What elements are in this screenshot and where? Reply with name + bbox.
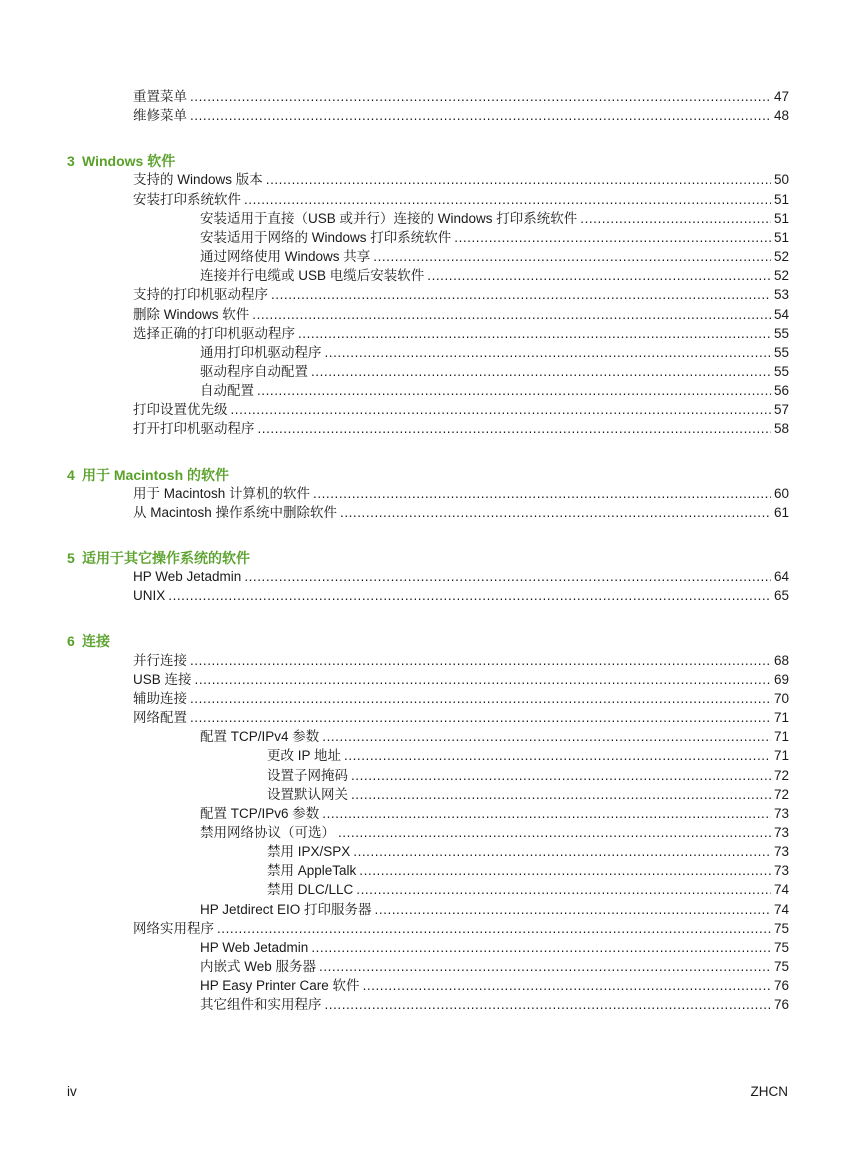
toc-entry-title: 支持的打印机驱动程序 (133, 287, 268, 303)
toc-entry[interactable] (200, 805, 789, 823)
chapter-heading[interactable] (67, 151, 175, 171)
dot-leader (322, 728, 771, 746)
toc-entry-title: 打印设置优先级 (133, 402, 228, 418)
toc-page-number: 71 (773, 710, 789, 726)
toc-page-number: 73 (773, 844, 789, 860)
toc-page-number: 48 (773, 108, 789, 124)
toc-page-number: 71 (773, 748, 789, 764)
dot-leader (353, 843, 771, 861)
toc-page-number: 56 (773, 383, 789, 399)
dot-leader (168, 587, 771, 605)
dot-leader (266, 171, 771, 189)
dot-leader (311, 363, 771, 381)
dot-leader (580, 210, 771, 228)
toc-page-number: 53 (773, 287, 789, 303)
dot-leader (271, 286, 771, 304)
dot-leader (217, 920, 771, 938)
toc-page-number: 55 (773, 363, 789, 379)
toc-entry[interactable] (133, 107, 789, 125)
toc-page-number: 73 (773, 824, 789, 840)
toc-entry[interactable] (133, 88, 789, 106)
toc-entry[interactable] (133, 171, 789, 189)
toc-entry[interactable] (200, 996, 789, 1014)
toc-entry-title: 网络实用程序 (133, 920, 214, 936)
toc-page-number: 52 (773, 268, 789, 284)
dot-leader (351, 767, 771, 785)
dot-leader (190, 690, 771, 708)
toc-page-number: 65 (773, 588, 789, 604)
dot-leader (454, 229, 771, 247)
toc-entry[interactable] (200, 363, 789, 381)
toc-entry-title: 删除 Windows 软件 (133, 306, 250, 322)
dot-leader (325, 344, 771, 362)
toc-page-number: 55 (773, 344, 789, 360)
toc-entry-title: 更改 IP 地址 (267, 748, 342, 764)
toc-entry-title: USB 连接 (133, 671, 192, 687)
toc-entry-title: 重置菜单 (133, 89, 187, 104)
toc-entry-title: 安装适用于直接（USB 或并行）连接的 Windows 打印系统软件 (200, 210, 578, 226)
toc-entry[interactable] (133, 401, 789, 419)
toc-entry[interactable] (133, 504, 789, 522)
dot-leader (195, 671, 771, 689)
dot-leader (319, 958, 771, 976)
toc-entry[interactable] (267, 862, 789, 880)
toc-entry[interactable] (133, 671, 789, 689)
toc-entry-title: 连接并行电缆或 USB 电缆后安装软件 (200, 268, 425, 284)
toc-page-number: 70 (773, 690, 789, 706)
toc-entry-title: 用于 Macintosh 计算机的软件 (133, 485, 311, 501)
toc-page-number: 54 (773, 306, 789, 322)
toc-entry[interactable] (200, 344, 789, 362)
chapter-number: 5 (67, 550, 75, 566)
toc-entry-title: 自动配置 (200, 383, 254, 399)
toc-page-number: 60 (773, 485, 789, 501)
toc-entry[interactable] (267, 786, 789, 804)
dot-leader (190, 652, 771, 670)
dot-leader (375, 901, 771, 919)
toc-page-number: 71 (773, 729, 789, 745)
toc-page-number: 72 (773, 767, 789, 783)
dot-leader (258, 420, 771, 438)
dot-leader (190, 107, 771, 125)
toc-entry[interactable] (267, 747, 789, 765)
toc-entry-title: 设置默认网关 (267, 786, 348, 802)
toc-entry-title: 网络配置 (133, 710, 187, 726)
dot-leader (190, 88, 771, 106)
dot-leader (298, 325, 771, 343)
toc-page-number: 73 (773, 805, 789, 821)
toc-entry[interactable] (200, 824, 789, 842)
dot-leader (338, 824, 771, 842)
toc-entry-title: HP Web Jetadmin (133, 569, 242, 585)
toc-entry[interactable] (133, 709, 789, 727)
toc-entry[interactable] (133, 286, 789, 304)
dot-leader (351, 786, 771, 804)
dot-leader (257, 382, 771, 400)
chapter-title: 适用于其它操作系统的软件 (82, 550, 250, 566)
toc-entry[interactable] (133, 568, 789, 586)
toc-entry[interactable] (200, 958, 789, 976)
toc-page-number: 58 (773, 421, 789, 437)
toc-entry-title: 配置 TCP/IPv6 参数 (200, 805, 320, 821)
toc-entry[interactable] (200, 248, 789, 266)
dot-leader (340, 504, 771, 522)
chapter-heading[interactable] (67, 465, 229, 485)
toc-entry[interactable] (133, 690, 789, 708)
page-number: iv (67, 1084, 77, 1099)
dot-leader (325, 996, 771, 1014)
toc-entry[interactable] (200, 229, 789, 247)
toc-page-number: 74 (773, 901, 789, 917)
toc-entry-title: 禁用 IPX/SPX (267, 844, 351, 860)
toc-entry-title: 安装适用于网络的 Windows 打印系统软件 (200, 229, 452, 245)
toc-entry-title: HP Web Jetadmin (200, 939, 309, 955)
toc-entry[interactable] (133, 420, 789, 438)
dot-leader (190, 709, 771, 727)
toc-entry[interactable] (133, 920, 789, 938)
toc-page-number: 64 (773, 569, 789, 585)
toc-entry[interactable] (200, 267, 789, 285)
toc-page-number: 73 (773, 863, 789, 879)
dot-leader (363, 977, 771, 995)
toc-entry[interactable] (133, 306, 789, 324)
toc-entry[interactable] (133, 485, 789, 503)
toc-entry[interactable] (200, 901, 789, 919)
toc-entry-title: 配置 TCP/IPv4 参数 (200, 729, 320, 745)
toc-entry-title: 内嵌式 Web 服务器 (200, 959, 317, 974)
toc-page-number: 72 (773, 786, 789, 802)
dot-leader (252, 306, 771, 324)
chapter-heading[interactable] (67, 548, 250, 568)
toc-entry[interactable] (200, 210, 789, 228)
toc-page-number: 76 (773, 978, 789, 994)
toc-page-number: 51 (773, 229, 789, 245)
toc-entry-title: HP Jetdirect EIO 打印服务器 (200, 901, 372, 917)
toc-page-number: 51 (773, 210, 789, 226)
dot-leader (344, 747, 771, 765)
toc-entry-title: 辅助连接 (133, 690, 187, 706)
dot-leader (244, 191, 771, 209)
dot-leader (356, 881, 771, 899)
toc-page-number: 47 (773, 89, 789, 104)
chapter-heading[interactable] (67, 631, 110, 651)
toc-page-number: 74 (773, 882, 789, 898)
toc-entry[interactable] (267, 881, 789, 899)
chapter-number: 4 (67, 466, 75, 483)
toc-entry-title: 其它组件和实用程序 (200, 997, 322, 1013)
dot-leader (322, 805, 771, 823)
toc-entry-title: 选择正确的打印机驱动程序 (133, 325, 295, 341)
toc-entry-title: 通用打印机驱动程序 (200, 344, 322, 360)
toc-page-number: 57 (773, 402, 789, 418)
toc-entry-title: 打开打印机驱动程序 (133, 421, 255, 437)
dot-leader (231, 401, 771, 419)
toc-entry-title: 从 Macintosh 操作系统中删除软件 (133, 504, 338, 520)
toc-entry[interactable] (200, 939, 789, 957)
chapter-number: 3 (67, 153, 75, 170)
dot-leader (244, 568, 771, 586)
toc-entry-title: 维修菜单 (133, 108, 187, 124)
chapter-title: 用于 Macintosh 的软件 (82, 466, 230, 483)
toc-entry-title: 禁用网络协议（可选） (200, 824, 335, 840)
toc-entry-title: 支持的 Windows 版本 (133, 172, 263, 188)
toc-entry[interactable] (200, 382, 789, 400)
toc-entry[interactable] (267, 843, 789, 861)
toc-page-number: 61 (773, 504, 789, 520)
toc-entry[interactable] (133, 191, 789, 209)
toc-entry[interactable] (133, 325, 789, 343)
dot-leader (359, 862, 771, 880)
dot-leader (311, 939, 771, 957)
toc-page-number: 50 (773, 172, 789, 188)
dot-leader (373, 248, 771, 266)
toc-entry-title: HP Easy Printer Care 软件 (200, 978, 360, 994)
dot-leader (427, 267, 771, 285)
toc-page-number: 51 (773, 191, 789, 207)
language-code: ZHCN (750, 1084, 788, 1099)
toc-page-number: 52 (773, 249, 789, 265)
toc-entry-title: 禁用 DLC/LLC (267, 882, 354, 898)
toc-entry-title: 禁用 AppleTalk (267, 863, 357, 879)
toc-entry-title: 驱动程序自动配置 (200, 363, 308, 379)
chapter-title: Windows 软件 (82, 153, 176, 170)
toc-page-number: 75 (773, 959, 789, 974)
toc-page-number: 68 (773, 652, 789, 668)
chapter-title: 连接 (82, 633, 110, 650)
toc-page-number: 76 (773, 997, 789, 1013)
toc-entry-title: 设置子网掩码 (267, 767, 348, 783)
toc-entry-title: 通过网络使用 Windows 共享 (200, 249, 371, 265)
dot-leader (313, 485, 771, 503)
toc-page-number: 75 (773, 920, 789, 936)
toc-entry-title: 并行连接 (133, 652, 187, 668)
toc-page-number: 69 (773, 671, 789, 687)
toc-entry-title: 安装打印系统软件 (133, 191, 241, 207)
toc-entry[interactable] (133, 587, 789, 605)
toc-page-number: 75 (773, 939, 789, 955)
toc-entry[interactable] (200, 977, 789, 995)
toc-entry[interactable] (133, 652, 789, 670)
chapter-number: 6 (67, 633, 75, 650)
toc-page-number: 55 (773, 325, 789, 341)
toc-entry[interactable] (267, 767, 789, 785)
toc-entry[interactable] (200, 728, 789, 746)
toc-entry-title: UNIX (133, 588, 166, 604)
